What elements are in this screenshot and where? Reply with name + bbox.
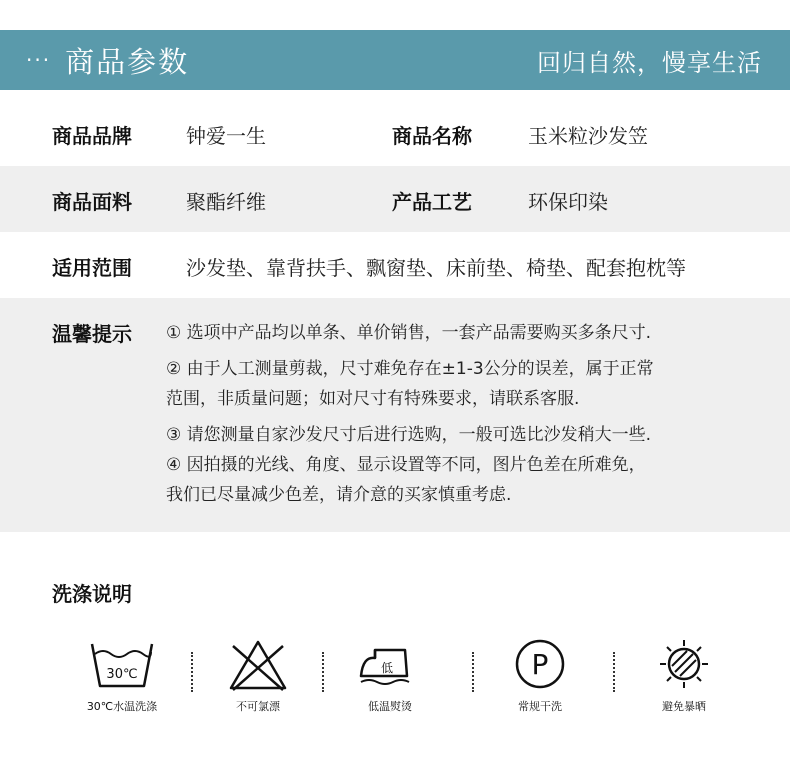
param-row-scope	[0, 232, 790, 298]
header-slogan: 回归自然，慢享生活	[537, 48, 762, 77]
wash-icons	[0, 636, 790, 726]
craft-value: 环保印染	[528, 190, 608, 214]
wash-temp-text: 30℃	[106, 667, 138, 682]
section-title: 商品参数	[65, 44, 190, 79]
divider	[322, 652, 324, 692]
no-sun-icon	[651, 636, 717, 692]
header-left	[26, 40, 189, 81]
wash-title: 洗涤说明	[52, 582, 132, 606]
brand-value: 钟爱一生	[186, 124, 266, 148]
name-label: 商品名称	[392, 124, 472, 148]
param-row-brand	[0, 100, 790, 166]
name-value: 玉米粒沙发笠	[528, 124, 648, 148]
scope-value: 沙发垫、靠背扶手、飘窗垫、床前垫、椅垫、配套抱枕等	[186, 256, 686, 280]
wash-caption: 常规干洗	[518, 700, 562, 713]
wash-item	[198, 636, 318, 714]
fabric-value: 聚酯纤维	[186, 190, 266, 214]
divider	[472, 652, 474, 692]
wash-caption: 30℃水温洗涤	[86, 700, 158, 713]
wash-caption: 避免暴晒	[662, 700, 706, 713]
fabric-label: 商品面料	[52, 190, 132, 214]
wash-item	[480, 636, 600, 714]
wash-item	[330, 636, 450, 714]
wash-caption: 低温熨烫	[368, 700, 412, 713]
wash-item	[624, 636, 744, 714]
dots-icon: ···	[26, 48, 52, 72]
header-bar	[0, 30, 790, 90]
wash-30-icon	[89, 636, 155, 692]
tips-list	[166, 318, 766, 510]
scope-label: 适用范围	[52, 256, 132, 280]
wash-item	[62, 636, 182, 714]
dry-clean-letter: P	[531, 648, 549, 681]
craft-label: 产品工艺	[392, 190, 472, 214]
tips-label: 温馨提示	[52, 322, 132, 346]
tips-row	[0, 298, 790, 532]
brand-label: 商品品牌	[52, 124, 132, 148]
tip-line: 范围，非质量问题；如对尺寸有特殊要求，请联系客服.	[166, 389, 580, 409]
tip-line: ③ 请您测量自家沙发尺寸后进行选购，一般可选比沙发稍大一些.	[166, 425, 652, 445]
dry-clean-icon	[507, 636, 573, 692]
no-bleach-icon	[225, 636, 291, 692]
iron-low-icon	[357, 636, 423, 692]
tip-line: ① 选项中产品均以单条、单价销售，一套产品需要购买多条尺寸.	[166, 323, 652, 343]
tip-line: 我们已尽量减少色差，请介意的买家慎重考虑.	[166, 485, 512, 505]
divider	[613, 652, 615, 692]
param-row-fabric	[0, 166, 790, 232]
wash-caption: 不可氯漂	[236, 700, 280, 713]
divider	[191, 652, 193, 692]
tip-line: ④ 因拍摄的光线、角度、显示设置等不同，图片色差在所难免，	[166, 455, 646, 475]
iron-temp-text: 低	[380, 661, 394, 675]
tip-line: ② 由于人工测量剪裁，尺寸难免存在±1-3公分的误差，属于正常	[166, 359, 654, 379]
